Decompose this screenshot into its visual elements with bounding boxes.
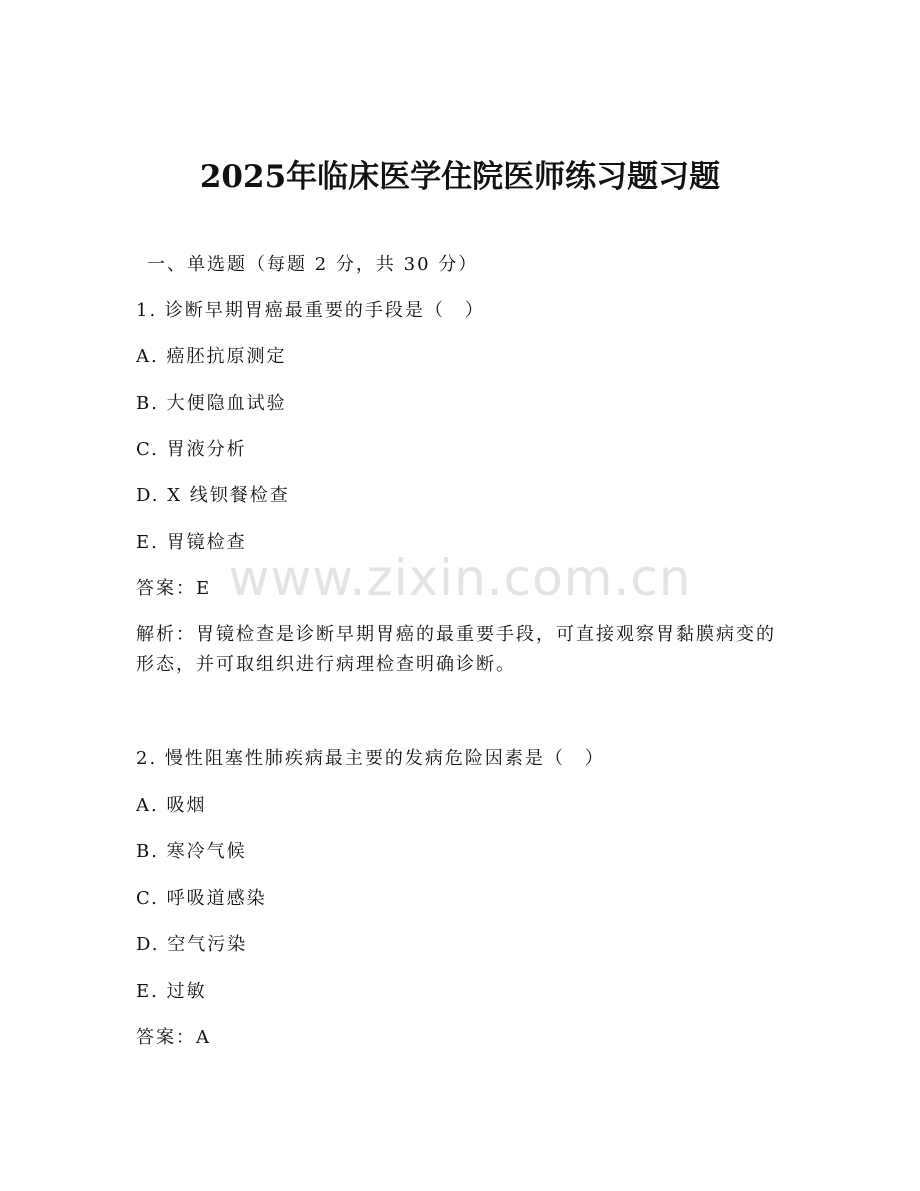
question-2-option-d: D. 空气污染 — [136, 934, 248, 955]
question-1-option-c: C. 胃液分析 — [136, 439, 247, 460]
question-2-option-e: E. 过敏 — [136, 981, 207, 1002]
question-1-option-e: E. 胃镜检查 — [136, 532, 247, 553]
question-1-option-d: D. X 线钡餐检查 — [136, 485, 290, 506]
question-2-stem: 2. 慢性阻塞性肺疾病最主要的发病危险因素是（ ） — [136, 748, 605, 769]
question-1-answer: 答案：E — [136, 578, 212, 599]
question-2-option-a: A. 吸烟 — [136, 795, 207, 816]
question-1-stem: 1. 诊断早期胃癌最重要的手段是（ ） — [136, 300, 485, 321]
question-2-option-c: C. 呼吸道感染 — [136, 888, 267, 909]
question-1-option-a: A. 癌胚抗原测定 — [136, 346, 287, 367]
watermark: www.zixin.com.cn — [228, 549, 692, 607]
page-title: 2025年临床医学住院医师练习题习题 — [199, 159, 721, 195]
section-heading: 一、单选题（每题 2 分，共 30 分） — [147, 254, 479, 275]
question-1-explanation: 解析：胃镜检查是诊断早期胃癌的最重要手段，可直接观察胃黏膜病变的形态，并可取组织进行病理检查明确诊断。 — [136, 624, 776, 675]
question-2-answer: 答案：A — [136, 1027, 211, 1048]
question-2-option-b: B. 寒冷气候 — [136, 841, 247, 862]
question-1-option-b: B. 大便隐血试验 — [136, 393, 287, 414]
